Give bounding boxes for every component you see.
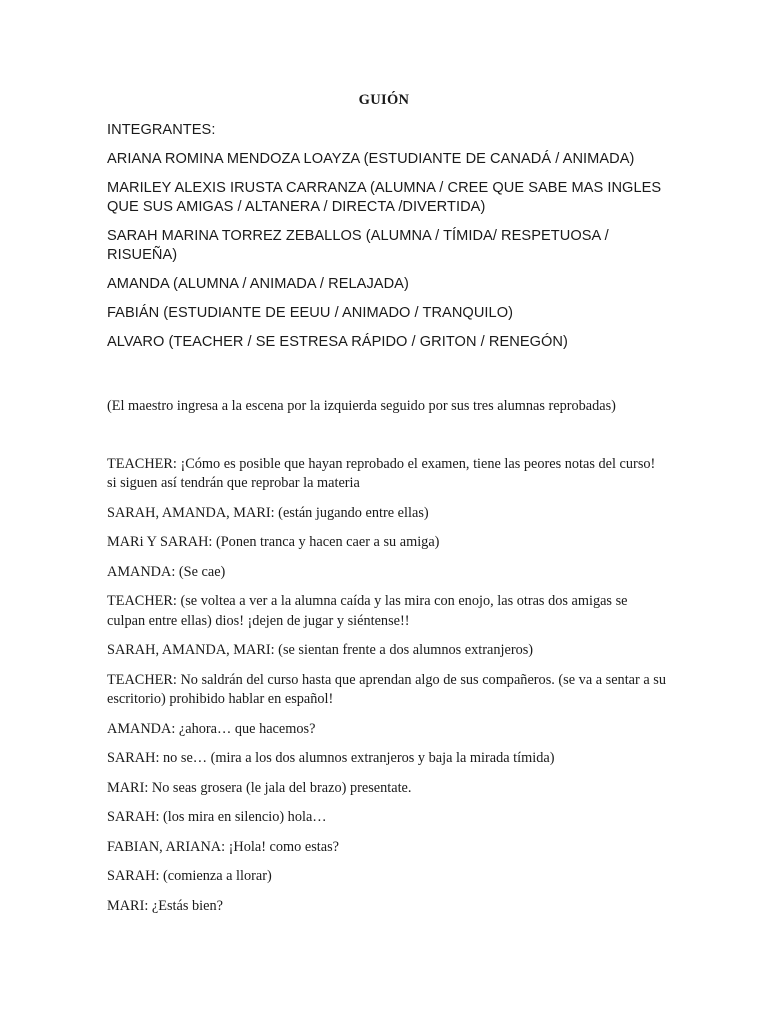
dialogue-line: TEACHER: No saldrán del curso hasta que aprendan algo de sus compañeros. (se va a sentar a su escritorio) prohibido hablar en español! <box>107 671 666 707</box>
dialogue-line: SARAH: (comienza a llorar) <box>107 868 272 884</box>
document-title: GUIÓN <box>358 92 410 108</box>
dialogue-line: AMANDA: (Se cae) <box>107 563 226 580</box>
cast-member: SARAH MARINA TORREZ ZEBALLOS (ALUMNA / TÍMIDA/ RESPETUOSA / RISUEÑA) <box>107 228 609 263</box>
dialogue-line: SARAH: (los mira en silencio) hola… <box>107 809 327 825</box>
dialogue-line: MARI: ¿Estás bien? <box>107 897 223 914</box>
stage-direction: (El maestro ingresa a la escena por la izquierda seguido por sus tres alumnas reprobadas) <box>107 398 616 414</box>
dialogue-line: SARAH, AMANDA, MARI: (están jugando entre ellas) <box>107 504 429 521</box>
cast-heading: INTEGRANTES: <box>107 122 216 138</box>
dialogue-line: AMANDA: ¿ahora… que hacemos? <box>107 720 316 737</box>
cast-member: MARILEY ALEXIS IRUSTA CARRANZA (ALUMNA / CREE QUE SABE MAS INGLES QUE SUS AMIGAS / ALTANERA / DIRECTA /DIVERTIDA) <box>107 180 662 215</box>
dialogue-line: MARi Y SARAH: (Ponen tranca y hacen caer a su amiga) <box>107 534 440 550</box>
cast-member: AMANDA (ALUMNA / ANIMADA / RELAJADA) <box>107 276 409 292</box>
cast-member: ARIANA ROMINA MENDOZA LOAYZA (ESTUDIANTE DE CANADÁ / ANIMADA) <box>107 151 635 167</box>
cast-section <box>107 121 667 362</box>
cast-member: ALVARO (TEACHER / SE ESTRESA RÁPIDO / GRITON / RENEGÓN) <box>107 334 568 350</box>
cast-member: FABIÁN (ESTUDIANTE DE EEUU / ANIMADO / TRANQUILO) <box>107 305 513 321</box>
dialogue-line: SARAH, AMANDA, MARI: (se sientan frente a dos alumnos extranjeros) <box>107 642 534 658</box>
dialogue-line: TEACHER: ¡Cómo es posible que hayan reprobado el examen, tiene las peores notas del curso! si siguen así tendrán que reprobar la materia <box>107 455 656 491</box>
script-section <box>107 397 667 926</box>
dialogue-line: TEACHER: (se voltea a ver a la alumna caída y las mira con enojo, las otras dos amigas se culpan entre ellas) dios! ¡dejen de jugar y siéntense!! <box>107 593 628 629</box>
dialogue-line: MARI: No seas grosera (le jala del brazo) presentate. <box>107 779 412 796</box>
dialogue-line: FABIAN, ARIANA: ¡Hola! como estas? <box>107 838 340 855</box>
dialogue-line: SARAH: no se… (mira a los dos alumnos extranjeros y baja la mirada tímida) <box>107 750 555 766</box>
